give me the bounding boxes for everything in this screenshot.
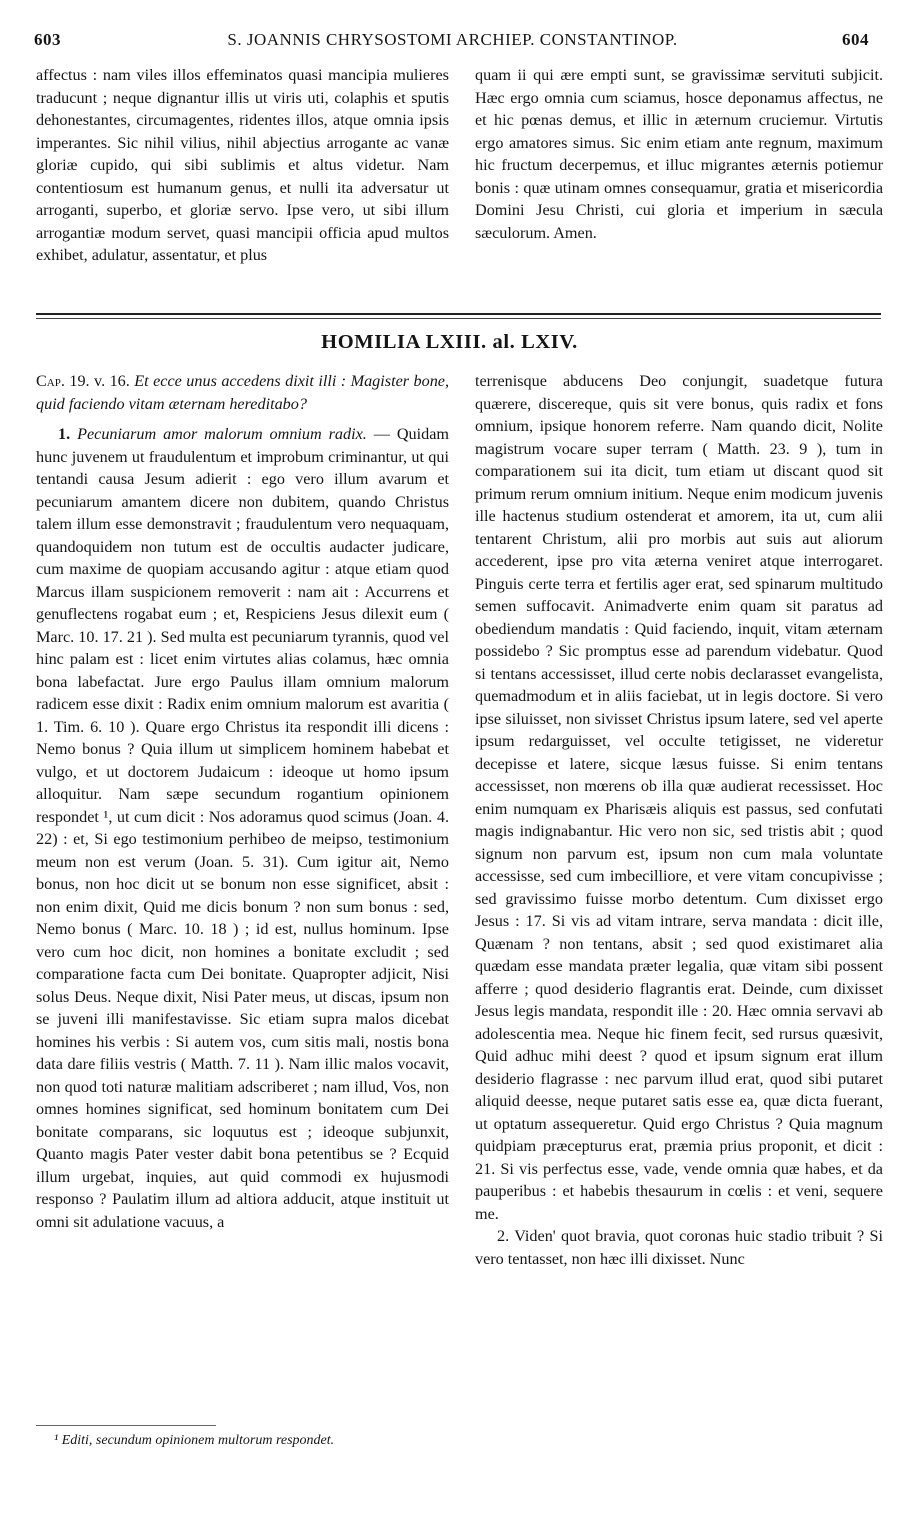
page-number-right: 604 (842, 30, 869, 49)
homily-title: HOMILIA LXIII. al. LXIV. (321, 331, 578, 353)
section-1-number: 1. (58, 425, 71, 443)
footnote: ¹ Editi, secundum opinionem multorum respondet. (54, 1433, 335, 1448)
section-divider-thick (36, 313, 881, 315)
page-number-left: 603 (34, 30, 61, 49)
right-column (475, 370, 883, 1490)
right-column-text: terrenisque abducens Deo conjungit, suadetque futura quærere, discereque, quis sit vere bonus, quis radix et fons omnium, ipsique honorem referre. Nam quando dicit, Nolite magistrum vocare super terram ( Matth. 23. 9 ), tum in comparationem sui ita dicit, tum etiam ut discant quod sit primum rerum omnium initium. Neque enim modicum juvenis ille hactenus studium ostenderat et amorem, ita ut, cum alii tentarent Christum, alii pro morbis aut suis aut aliorum accederent, ipse pro vita æterna veniret atque interrogaret. Pinguis certe terra et fertilis ager erat, sed spinarum multitudo semen suffocavit. Animadverte enim quam sit paratus ad obediendum mandatis : Quid faciendo, inquit, vitam æternam possidebo ? Sic promptus esse ad parendum videbatur. Quod si tentans accessisset, illud certe nobis declarasset evangelista, quemadmodum et in aliis faciebat, ut in legis doctore. Si vero ipse siluisset, non sivisset Christus ipsum latere, sed vel aperte ipsum redarguisset, vel occulte tetigisset, ne videretur decepisse et latere, sicque læsus fuisse. Si enim tentans accessisset, non mœrens ob illa quæ audierat recessisset. Hoc enim numquam ex Pharisæis aliquis est passus, sed confutati magis indignabantur. Hic vero non sic, sed tristis abit ; quod signum non parvum est, ipsum non cum mala voluntate accessisse, sed cum imbecilliore, et vere vitam concupivisse ; sed gravissimo fuisse morbo detentum. Cum dixisset ergo Jesus : 17. Si vis ad vitam intrare, serva mandata : dicit ille, Quænam ? non tentans, absit ; sed quod existimaret alia quædam esse mandata præter legalia, quæ vitam sibi possent afferre ; quod desiderio flagrantis erat. Deinde, cum dixisset Jesus legis mandata, respondit ille : 20. Hæc omnia servavi ab adolescentia mea. Neque hic finem fecit, sed rursus quæsivit, Quid adhuc mihi deest ? quod et ipsum signum erat illum desiderio flagrasse : nec parvum illud erat, quod sibi putaret aliquid deesse, neque putaret satis esse ea, quæ dicta fuerant, ut optatum assequeretur. Quid ergo Christus ? Quia magnum quidpiam præcepturus erat, præmia prius proponit, et dicit : 21. Si vis perfectus esse, vade, vende omnia quæ habes, et da pauperibus : et habebis thesaurum in cœlis : et veni, sequere me. (475, 372, 883, 1223)
top-left-column (36, 64, 449, 292)
left-column (36, 370, 449, 1420)
chapter-line (36, 370, 449, 415)
section-divider-thin (36, 318, 881, 319)
top-right-text: quam ii qui ære empti sunt, se gravissimæ servituti subjicit. Hæc ergo omnia cum sciamus, hosce deponamus affectus, ne et hic pœnas demus, et illic in æternum cruciemur. Virtutis ergo amatores simus. Sic enim etiam ante regnum, maximum hic fructum decerpemus, et illuc migrantes æternis potiemur bonis : quæ utinam omnes consequamur, gratia et misericordia Domini Jesu Christi, cui gloria et imperium in sæcula sæculorum. Amen. (475, 66, 883, 242)
running-header (30, 30, 875, 52)
footnote-rule (36, 1425, 216, 1426)
chapter-label: Cap. (36, 372, 65, 390)
chapter-verse: Et ecce unus accedens dixit illi : Magister bone, quid faciendo vitam æternam hereditabo? (36, 372, 449, 413)
section-2: 2. Viden' quot bravia, quot coronas huic stadio tribuit ? Si vero tentasset, non hæc illi dixisset. Nunc (475, 1227, 883, 1268)
top-left-text: affectus : nam viles illos effeminatos quasi mancipia mulieres traducunt ; neque dignantur illis ut viris uti, colaphis et sputis dehonestantes, circumagentes, ridentes illos, atque omnia ipsis imperantes. Sic nihil vilius, nihil abjectius arrogante ac vanæ gloriæ cupido, qui sibi sublimis et altus videtur. Nam contentiosum est humanum genus, et nulli ita adversatur ut arroganti, superbo, et gloriæ servo. Ipse vero, ut sibi illum arrogantiæ modum servet, quasi mancipii officia apud multos exhibet, adulatur, assentatur, et plus (36, 66, 449, 264)
section-1-heading: Pecuniarum amor malorum omnium radix. (77, 425, 367, 443)
running-title: S. JOANNIS CHRYSOSTOMI ARCHIEP. CONSTANTINOP. (227, 30, 678, 49)
section-1 (36, 423, 449, 1233)
chapter-reference: 19. v. 16. (69, 372, 130, 390)
section-1-body: — Quidam hunc juvenem ut fraudulentum et improbum criminantur, ut qui tentandi causa Jesum adierit : ego vero illum avarum et pecuniarum amantem dicere non dubitem, quando Christus talem illum esse demonstravit ; fraudulentum vero nequaquam, quandoquidem non tutum est de occultis audacter judicare, cum maxime de quopiam accusando agitur : atque etiam quod Marcus illam suspicionem removerit : nam ait : Accurrens et genuflectens rogabat eum ; et, Respiciens Jesus dilexit eum ( Marc. 10. 17. 21 ). Sed multa est pecuniarum tyrannis, quod vel hinc palam est : licet enim virtutes alias colamus, hæc omnia bona labefactat. Jure ergo Paulus illam omnium malorum radicem esse dixit : Radix enim omnium malorum est avaritia ( 1. Tim. 6. 10 ). Quare ergo Christus ita respondit illi dicens : Nemo bonus ? Quia illum ut simplicem hominem habebat et vulgo, et ut doctorem Judaicum : ideoque ut homo ipsum alloquitur. Nam sæpe secundum rogantium opinionem respondet ¹, ut cum dicit : Nos adoramus quod scimus (Joan. 4. 22) : et, Si ego testimonium perhibeo de meipso, testimonium meum non est verum (Joan. 5. 31). Cum igitur ait, Nemo bonus, non hoc dicit ut se bonum non esse significet, absit : non enim dixit, Quid me dicis bonum ? non sum bonus : sed, Nemo bonus ( Marc. 10. 18 ) ; id est, nullus hominum. Ipse vero cum hoc dicit, non homines a bonitate excludit ; sed comparatione facta cum Dei bonitate. Quapropter adjicit, Nisi solus Deus. Neque dixit, Nisi Pater meus, ut discas, ipsum non se juveni illi manifestavisse. Sic etiam supra malos dicebat homines his verbis : Si autem vos, cum sitis mali, nostis bona data dare filiis vestris ( Matth. 7. 11 ). Nam illic malos vocavit, non quod toti naturæ malitiam adscriberet ; nam illud, Vos, non omnes homines significat, sed hominum bonitatem cum Dei bonitate comparans, sic loquutus est ; ideoque subjunxit, Quanto magis Pater vester dabit bona petentibus se ? Ecquid illum urgebat, inquies, aut quid commodi ex hujusmodi responso ? Paulatim illum ad altiora adducit, atque instituit ut omni sit adulatione vacuus, a (36, 425, 449, 1231)
top-right-column (475, 64, 883, 292)
